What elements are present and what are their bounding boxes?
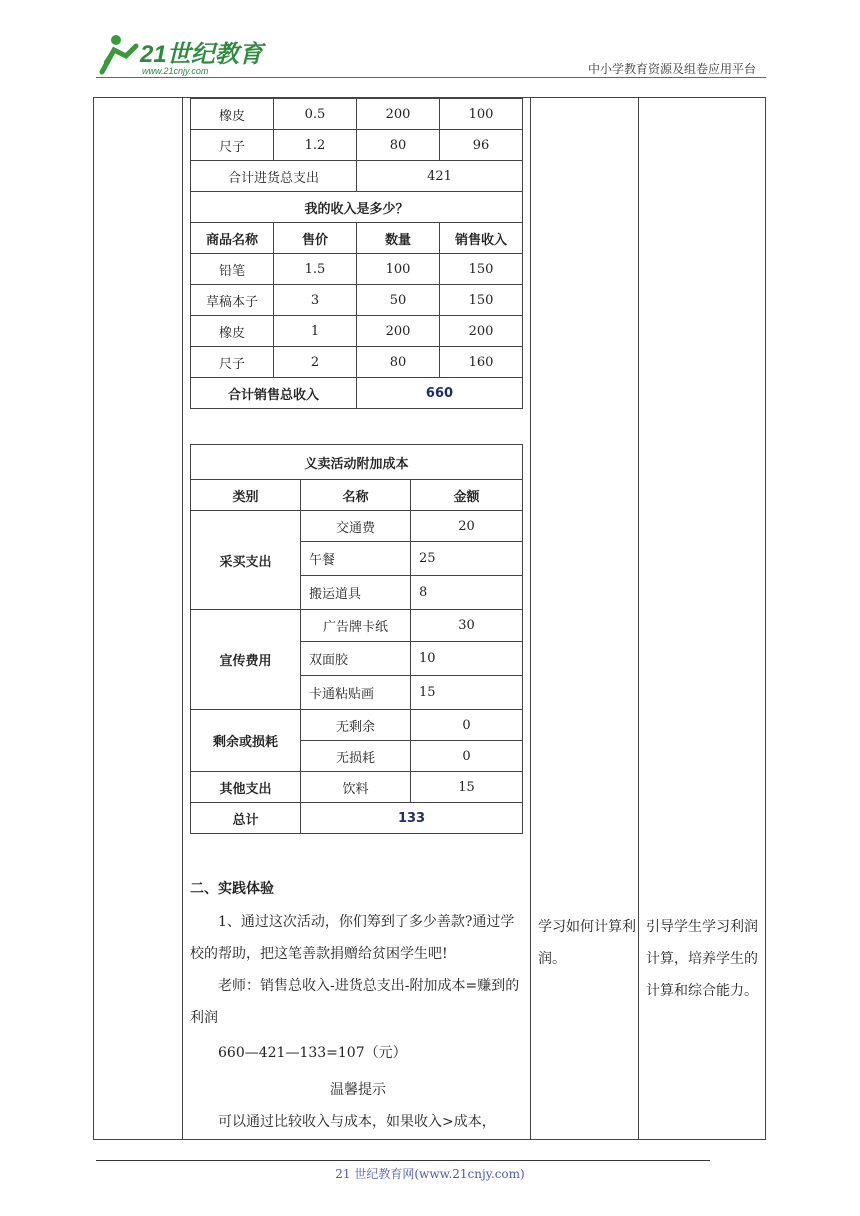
item-name: 橡皮 (191, 99, 274, 130)
item-price: 2 (274, 347, 357, 378)
practice-paragraph: 1、通过这次活动，你们筹到了多少善款?通过学校的帮助，把这笔善款捐赠给贫困学生吧! (190, 914, 515, 962)
cost-category: 其他支出 (191, 772, 301, 803)
cost-total-value: 133 (301, 803, 523, 834)
income-title: 我的收入是多少？ (191, 192, 523, 223)
table-row (191, 347, 523, 378)
item-income: 160 (440, 347, 523, 378)
column-divider (638, 98, 639, 1139)
item-qty: 80 (357, 130, 440, 161)
cost-total-label: 总计 (191, 803, 301, 834)
cost-item-amount: 0 (411, 710, 523, 741)
cost-item-name: 双面胶 (301, 642, 411, 676)
site-logo (96, 32, 266, 82)
cost-item-amount: 15 (411, 772, 523, 803)
purchase-total-value: 421 (357, 161, 523, 192)
table-row (191, 772, 523, 803)
column-header: 类别 (191, 480, 301, 511)
tip-text: 可以通过比较收入与成本，如果收入>成本， (218, 1114, 496, 1130)
item-name: 铅笔 (191, 254, 274, 285)
item-price: 0.5 (274, 99, 357, 130)
table-row (191, 610, 523, 642)
income-total-value: 660 (357, 378, 523, 409)
cost-item-name: 无剩余 (301, 710, 411, 741)
column-header: 数量 (357, 223, 440, 254)
cost-category: 剩余或损耗 (191, 710, 301, 772)
table-row (191, 192, 523, 223)
table-header-row (191, 480, 523, 511)
additional-cost-table (190, 444, 523, 834)
section-title: 二、实践体验 (190, 881, 274, 897)
table-row (191, 316, 523, 347)
table-row (191, 511, 523, 542)
column-divider (530, 98, 531, 1139)
column-header: 销售收入 (440, 223, 523, 254)
item-name: 尺子 (191, 130, 274, 161)
table-row (191, 710, 523, 741)
item-qty: 80 (357, 347, 440, 378)
column-divider (182, 98, 183, 1139)
footer-divider (96, 1160, 710, 1161)
cost-item-amount: 8 (411, 576, 523, 610)
cost-title: 义卖活动附加成本 (191, 445, 523, 480)
table-row (191, 445, 523, 480)
item-total: 100 (440, 99, 523, 130)
item-qty: 100 (357, 254, 440, 285)
table-header-row (191, 223, 523, 254)
purchase-total-label: 合计进货总支出 (191, 161, 357, 192)
purchase-income-table (190, 98, 523, 409)
item-total: 96 (440, 130, 523, 161)
table-row (191, 99, 523, 130)
cost-item-amount: 15 (411, 676, 523, 710)
item-income: 150 (440, 285, 523, 316)
footer-link[interactable]: 21 世纪教育网(www.21cnjy.com) (335, 1167, 525, 1181)
cost-item-name: 无损耗 (301, 741, 411, 772)
table-row (191, 254, 523, 285)
table-row (191, 130, 523, 161)
cost-item-amount: 20 (411, 511, 523, 542)
item-name: 橡皮 (191, 316, 274, 347)
logo-main-text: 21世纪教育 (140, 41, 263, 68)
cost-item-amount: 10 (411, 642, 523, 676)
platform-name: 中小学教育资源及组卷应用平台 (587, 62, 756, 76)
cost-item-amount: 30 (411, 610, 523, 642)
column-header: 商品名称 (191, 223, 274, 254)
formula-line: 660—421—133=107（元） (218, 1045, 407, 1061)
table-row (191, 378, 523, 409)
table-row (191, 285, 523, 316)
item-price: 1.5 (274, 254, 357, 285)
cost-category: 采买支出 (191, 511, 301, 610)
item-price: 1 (274, 316, 357, 347)
cost-item-name: 搬运道具 (301, 576, 411, 610)
cost-item-name: 卡通粘贴画 (301, 676, 411, 710)
header-divider (96, 77, 766, 78)
column-header: 金额 (411, 480, 523, 511)
income-total-label: 合计销售总收入 (191, 378, 357, 409)
item-income: 200 (440, 316, 523, 347)
cost-item-amount: 0 (411, 741, 523, 772)
table-row (191, 803, 523, 834)
item-qty: 200 (357, 99, 440, 130)
item-price: 1.2 (274, 130, 357, 161)
page-header (0, 0, 860, 90)
cost-category: 宣传费用 (191, 610, 301, 710)
design-intent-text: 引导学生学习利润计算，培养学生的计算和综合能力。 (646, 919, 758, 999)
column-header: 售价 (274, 223, 357, 254)
item-qty: 200 (357, 316, 440, 347)
cost-item-amount: 25 (411, 542, 523, 576)
cost-item-name: 交通费 (301, 511, 411, 542)
cost-item-name: 饮料 (301, 772, 411, 803)
item-qty: 50 (357, 285, 440, 316)
table-row (191, 161, 523, 192)
item-income: 150 (440, 254, 523, 285)
column-header: 名称 (301, 480, 411, 511)
teacher-paragraph: 老师：销售总收入-进货总支出-附加成本=赚到的利润 (190, 978, 520, 1026)
cost-item-name: 午餐 (301, 542, 411, 576)
item-name: 草稿本子 (191, 285, 274, 316)
item-price: 3 (274, 285, 357, 316)
student-activity-text: 学习如何计算利润。 (538, 919, 636, 967)
tip-title: 温馨提示 (330, 1082, 386, 1098)
cost-item-name: 广告牌卡纸 (301, 610, 411, 642)
logo-sub-text: www.21cnjy.com (142, 66, 209, 76)
item-name: 尺子 (191, 347, 274, 378)
